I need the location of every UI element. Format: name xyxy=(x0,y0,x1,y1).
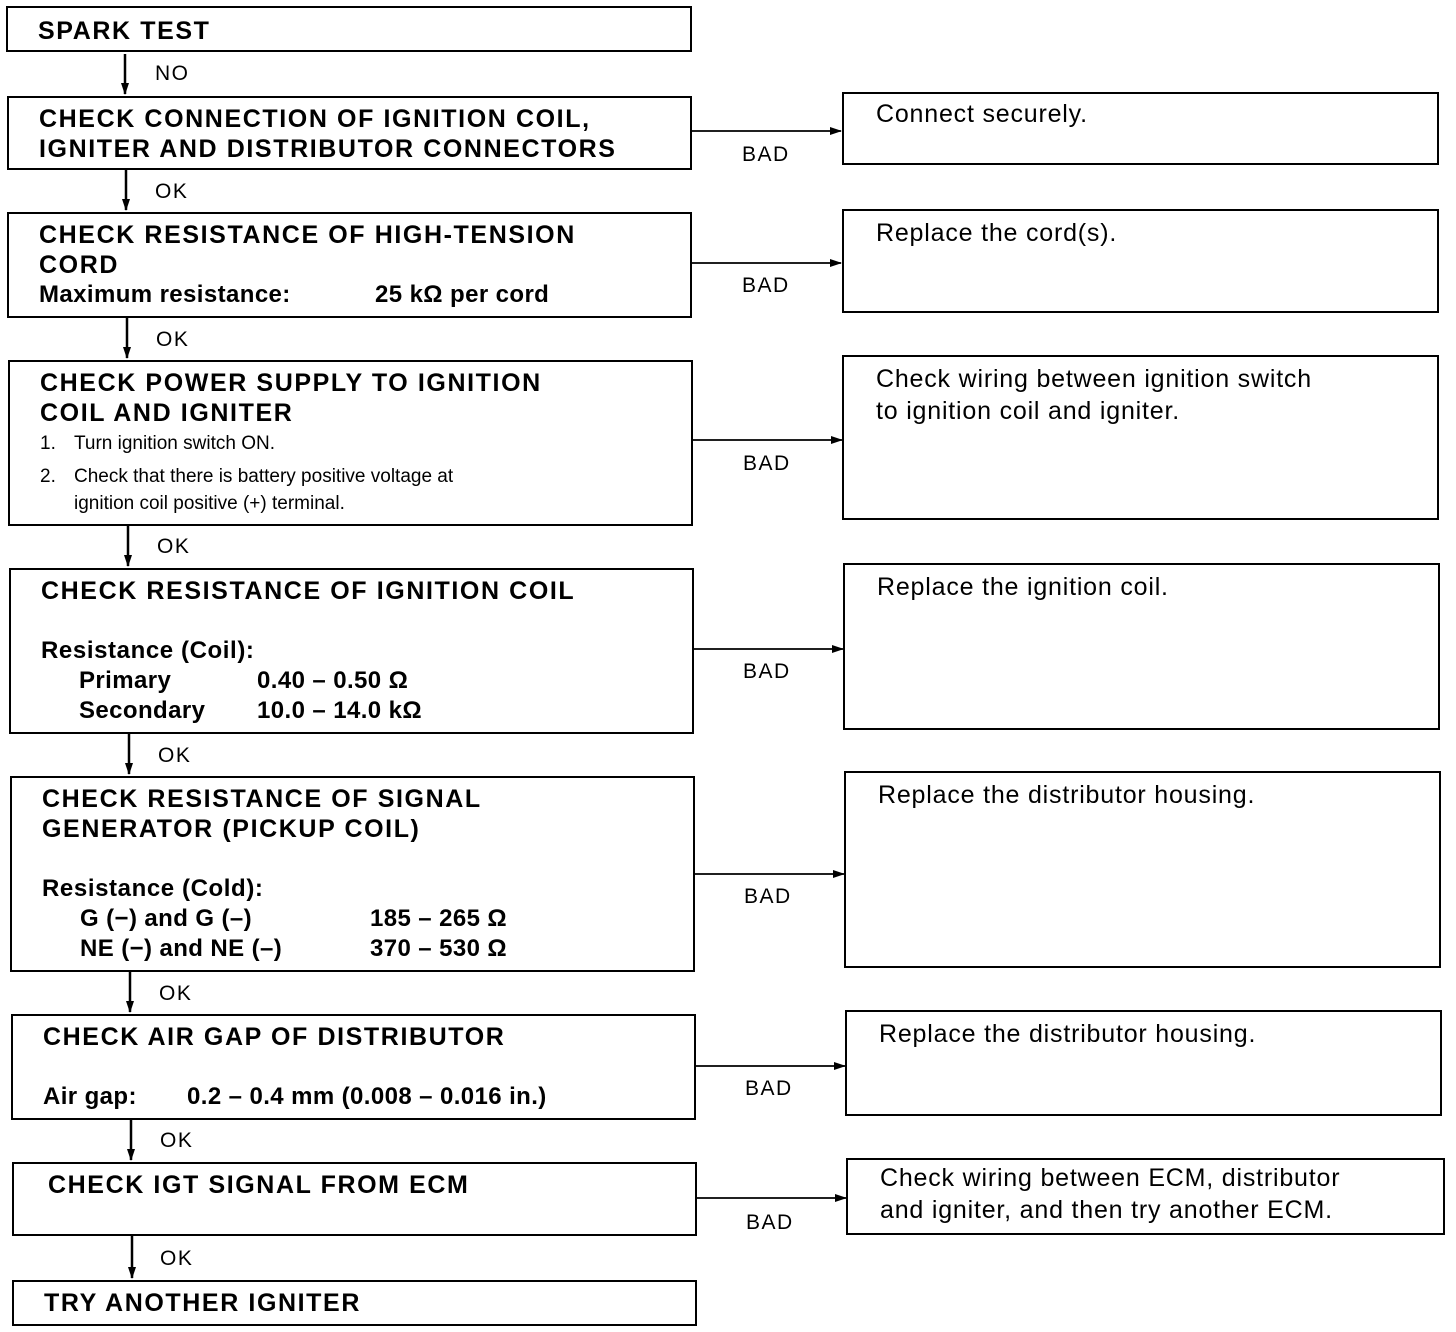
air-gap-spec xyxy=(43,1082,682,1112)
step-check-igt-title: CHECK IGT SIGNAL FROM ECM xyxy=(48,1171,470,1199)
step-check-coil-box xyxy=(9,568,694,734)
remedy-replace-coil-box xyxy=(843,563,1440,730)
edge-label-ok-3: OK xyxy=(157,535,191,558)
step-check-air-gap-box xyxy=(11,1014,696,1120)
try-another-igniter-title: TRY ANOTHER IGNITER xyxy=(44,1289,361,1317)
coil-spec-secondary-value: 10.0 – 14.0 kΩ xyxy=(257,697,422,724)
remedy-replace-housing-2-box xyxy=(845,1010,1442,1116)
air-gap-spec-value: 0.2 – 0.4 mm (0.008 – 0.016 in.) xyxy=(187,1083,547,1110)
coil-spec-secondary xyxy=(41,696,680,726)
coil-spec-primary xyxy=(41,666,680,696)
signal-spec-g-value: 185 – 265 Ω xyxy=(370,905,508,932)
remedy-replace-housing-2-text: Replace the distributor housing. xyxy=(879,1020,1257,1048)
edge-label-no: NO xyxy=(155,62,190,85)
edge-label-ok-1: OK xyxy=(155,180,189,203)
air-gap-spec-label: Air gap: xyxy=(43,1083,137,1110)
signal-spec-heading: Resistance (Cold): xyxy=(42,875,264,902)
power-substep-1 xyxy=(40,430,679,457)
coil-spec-primary-value: 0.40 – 0.50 Ω xyxy=(257,667,409,694)
edge-label-ok-2: OK xyxy=(156,328,190,351)
edge-label-bad-4: BAD xyxy=(743,660,791,683)
edge-label-bad-3: BAD xyxy=(743,452,791,475)
hightension-spec xyxy=(39,280,678,310)
try-another-igniter-box xyxy=(12,1280,697,1326)
step-check-igt-box xyxy=(12,1162,697,1236)
remedy-replace-cords-text: Replace the cord(s). xyxy=(876,219,1118,247)
step-check-hightension-box xyxy=(7,212,692,318)
step-check-signal-generator-box xyxy=(10,776,695,972)
remedy-connect-securely-text: Connect securely. xyxy=(876,100,1088,128)
signal-spec-g xyxy=(42,904,681,934)
hightension-spec-value: 25 kΩ per cord xyxy=(375,281,550,308)
remedy-replace-coil-text: Replace the ignition coil. xyxy=(877,573,1169,601)
edge-label-bad-7: BAD xyxy=(746,1211,794,1234)
step-check-signal-generator-title: CHECK RESISTANCE OF SIGNAL GENERATOR (PICKUP COIL) xyxy=(42,785,482,843)
spark-test-title: SPARK TEST xyxy=(38,17,211,45)
power-substep-1-num: 1. xyxy=(40,433,56,454)
step-check-connection-title: CHECK CONNECTION OF IGNITION COIL, IGNITER AND DISTRIBUTOR CONNECTORS xyxy=(39,105,617,163)
power-substep-2-text: Check that there is battery positive voltage at ignition coil positive (+) terminal. xyxy=(74,466,454,514)
signal-spec-ne xyxy=(42,934,681,964)
remedy-check-wiring-ecm-box xyxy=(846,1158,1445,1235)
remedy-check-wiring-switch-text: Check wiring between ignition switch to ignition coil and igniter. xyxy=(876,365,1312,425)
remedy-connect-securely-box xyxy=(842,92,1439,165)
remedy-replace-housing-1-box xyxy=(844,771,1441,968)
remedy-check-wiring-ecm-text: Check wiring between ECM, distributor and igniter, and then try another ECM. xyxy=(880,1164,1341,1224)
signal-spec-ne-value: 370 – 530 Ω xyxy=(370,935,508,962)
hightension-spec-label: Maximum resistance: xyxy=(39,281,291,308)
coil-spec-secondary-label: Secondary xyxy=(79,697,206,724)
signal-spec-ne-label: NE (−) and NE (–) xyxy=(80,935,283,962)
step-check-connection-box xyxy=(7,96,692,170)
remedy-check-wiring-switch-box xyxy=(842,355,1439,520)
step-check-power-box xyxy=(8,360,693,526)
power-substep-2-num: 2. xyxy=(40,466,56,487)
edge-label-ok-5: OK xyxy=(159,982,193,1005)
coil-spec-primary-label: Primary xyxy=(79,667,172,694)
edge-label-bad-6: BAD xyxy=(745,1077,793,1100)
edge-label-ok-4: OK xyxy=(158,744,192,767)
edge-label-bad-1: BAD xyxy=(742,143,790,166)
coil-spec-heading: Resistance (Coil): xyxy=(41,637,255,664)
spark-test-box xyxy=(6,6,692,52)
power-substep-1-text: Turn ignition switch ON. xyxy=(74,433,275,454)
edge-label-bad-5: BAD xyxy=(744,885,792,908)
edge-label-ok-6: OK xyxy=(160,1129,194,1152)
step-check-coil-title: CHECK RESISTANCE OF IGNITION COIL xyxy=(41,577,576,605)
step-check-power-title: CHECK POWER SUPPLY TO IGNITION COIL AND IGNITER xyxy=(40,369,542,427)
remedy-replace-housing-1-text: Replace the distributor housing. xyxy=(878,781,1256,809)
power-substeps xyxy=(40,430,679,517)
remedy-replace-cords-box xyxy=(842,209,1439,313)
step-check-hightension-title: CHECK RESISTANCE OF HIGH-TENSION CORD xyxy=(39,221,576,279)
edge-label-bad-2: BAD xyxy=(742,274,790,297)
signal-spec-g-label: G (−) and G (–) xyxy=(80,905,253,932)
edge-label-ok-7: OK xyxy=(160,1247,194,1270)
step-check-air-gap-title: CHECK AIR GAP OF DISTRIBUTOR xyxy=(43,1023,506,1051)
power-substep-2 xyxy=(40,463,679,517)
